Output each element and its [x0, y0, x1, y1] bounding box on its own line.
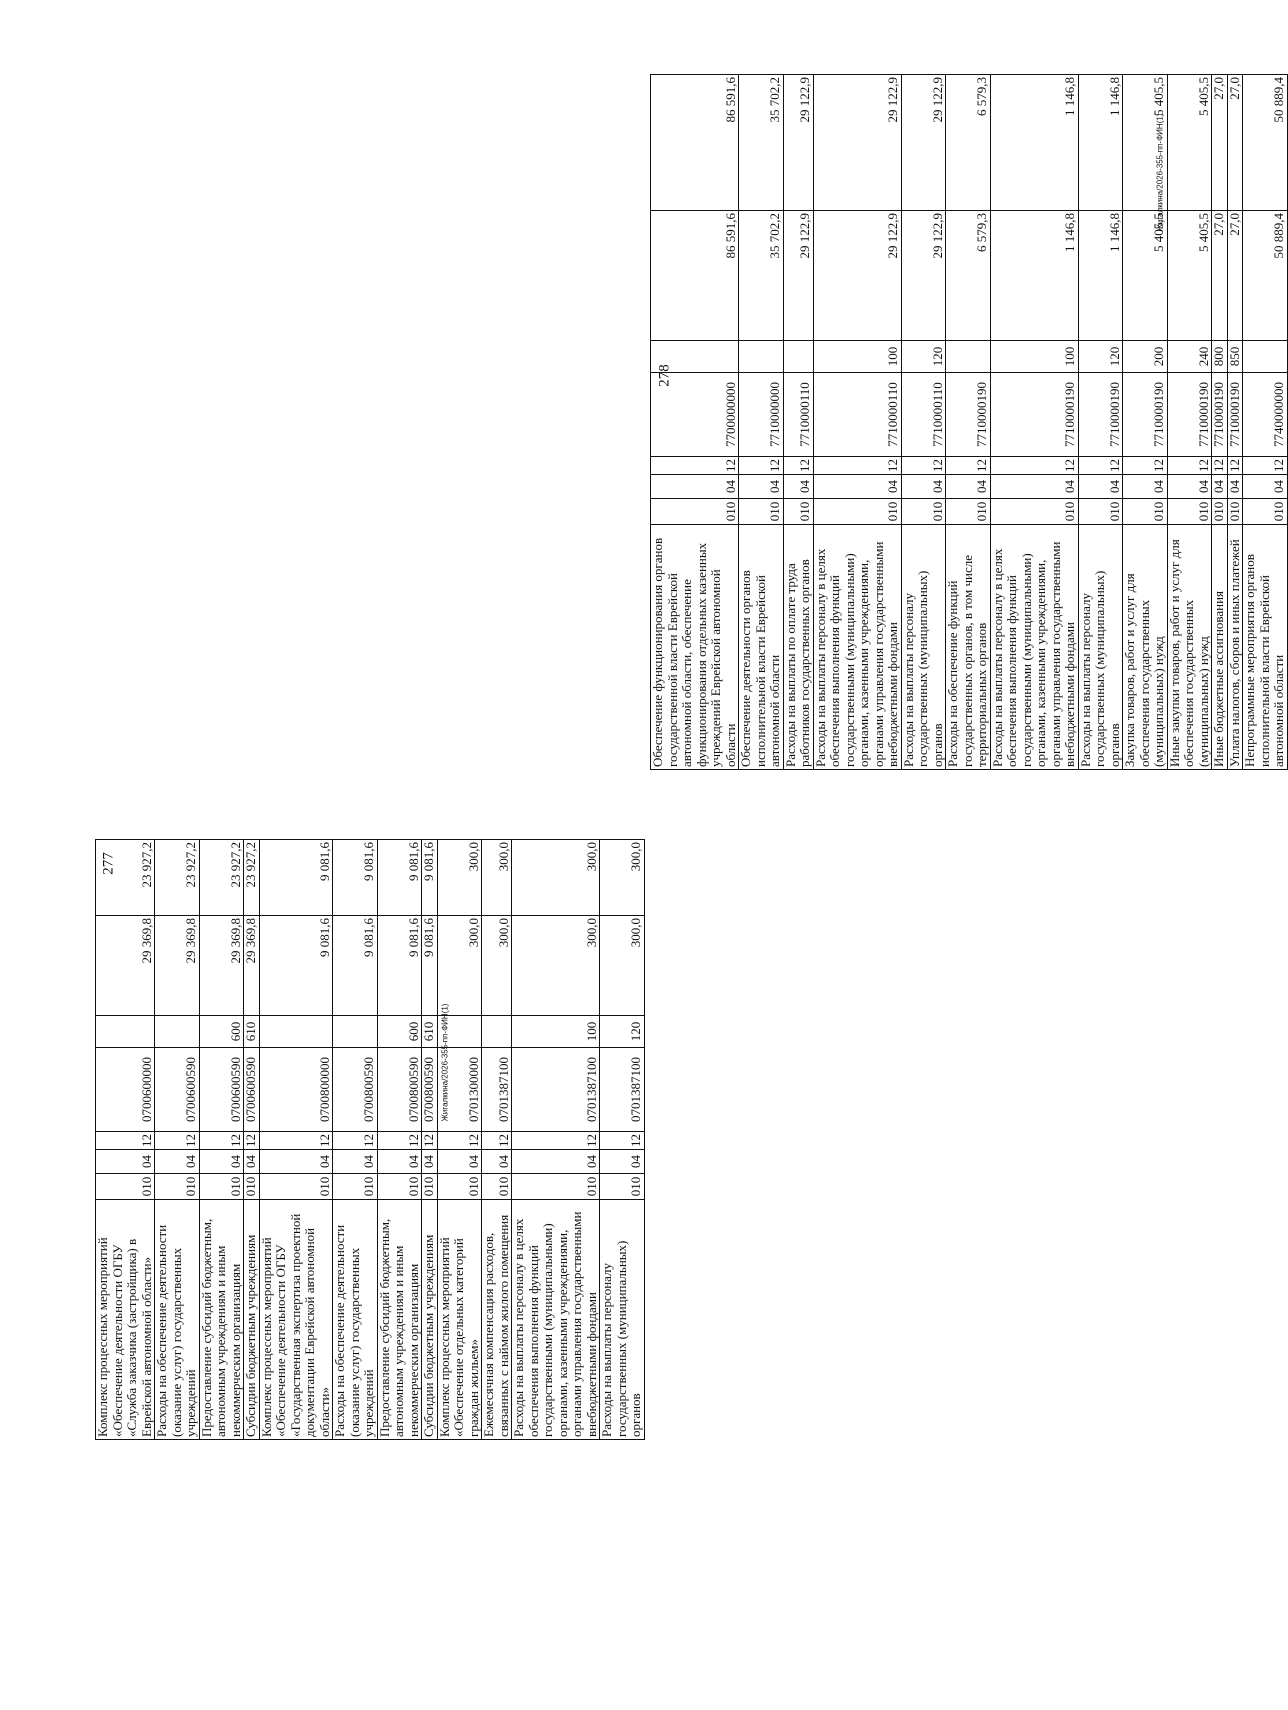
- row-expense-type: 610: [422, 1016, 438, 1048]
- row-target-article: 7740000000: [1243, 373, 1288, 457]
- row-amount-year2: 23 927,2: [199, 840, 244, 916]
- row-grbs: 010: [1123, 499, 1168, 525]
- row-section: 04: [244, 1150, 260, 1174]
- row-grbs: 010: [1078, 499, 1123, 525]
- table-row: [482, 840, 512, 1440]
- row-amount-year1: 35 702,2: [739, 211, 784, 341]
- row-amount-year2: 35 702,2: [739, 75, 784, 211]
- row-grbs: 010: [377, 1174, 422, 1200]
- row-name: Предоставление субсидий бюджетным, автономным учреждениям и иным некоммерческим организациям: [199, 1200, 244, 1440]
- row-target-article: 7710000110: [813, 373, 901, 457]
- table-row: [96, 840, 155, 1440]
- page-278: [650, 0, 1286, 1710]
- row-amount-year2: 9 081,6: [422, 840, 438, 916]
- row-target-article: 0700600000: [96, 1048, 155, 1132]
- table-row: [155, 840, 200, 1440]
- row-target-article: 0701387100: [600, 1048, 645, 1132]
- row-name: Расходы на выплаты персоналу в целях обеспечения выполнения функций государственными (муниципальными) органами, казенными учреждениями, органами управления государственными внебюджетными фондами: [512, 1200, 600, 1440]
- row-amount-year1: 300,0: [482, 916, 512, 1016]
- row-expense-type: 200: [1123, 341, 1168, 373]
- row-name: Комплекс процессных мероприятий «Обеспечение отдельных категорий граждан жильем»: [437, 1200, 482, 1440]
- row-grbs: 010: [813, 499, 901, 525]
- row-target-article: 0700800590: [422, 1048, 438, 1132]
- row-amount-year1: 29 369,8: [199, 916, 244, 1016]
- table-row: [739, 75, 784, 770]
- row-amount-year2: 23 927,2: [96, 840, 155, 916]
- row-name: Комплекс процессных мероприятий «Обеспечение деятельности ОГБУ «Служба заказчика (застройщика) в Еврейской автономной области»: [96, 1200, 155, 1440]
- row-amount-year1: 29 369,8: [96, 916, 155, 1016]
- row-name: Расходы на выплаты персоналу государственных (муниципальных) органов: [901, 525, 946, 770]
- row-subsection: 12: [901, 457, 946, 475]
- row-name: Расходы на выплаты по оплате труда работников государственных органов: [783, 525, 813, 770]
- table-row: [1167, 75, 1212, 770]
- row-target-article: 7710000190: [990, 373, 1078, 457]
- table-row: [1243, 75, 1288, 770]
- row-expense-type: 100: [512, 1016, 600, 1048]
- row-section: 04: [1212, 475, 1228, 499]
- budget-table-278: [650, 74, 1288, 770]
- table-row: [813, 75, 901, 770]
- row-grbs: 010: [155, 1174, 200, 1200]
- row-section: 04: [1078, 475, 1123, 499]
- row-name: Расходы на обеспечение деятельности (оказание услуг) государственных учреждений: [155, 1200, 200, 1440]
- row-expense-type: [96, 1016, 155, 1048]
- row-expense-type: 600: [199, 1016, 244, 1048]
- row-name: Расходы на выплаты персоналу в целях обеспечения выполнения функций государственными (муниципальными) органами, казенными учреждениями, органами управления государственными внебюджетными фондами: [990, 525, 1078, 770]
- row-amount-year1: 27,0: [1227, 211, 1243, 341]
- row-amount-year1: 1 146,8: [990, 211, 1078, 341]
- row-grbs: 010: [512, 1174, 600, 1200]
- row-subsection: 12: [600, 1132, 645, 1150]
- row-section: 04: [1167, 475, 1212, 499]
- row-subsection: 12: [482, 1132, 512, 1150]
- row-amount-year2: 29 122,9: [813, 75, 901, 211]
- row-expense-type: 100: [990, 341, 1078, 373]
- row-amount-year1: 29 369,8: [155, 916, 200, 1016]
- row-section: 04: [813, 475, 901, 499]
- row-section: 04: [1227, 475, 1243, 499]
- row-target-article: 0700800590: [377, 1048, 422, 1132]
- row-amount-year2: 5 405,5: [1123, 75, 1168, 211]
- row-target-article: 7700000000: [651, 373, 739, 457]
- row-name: Субсидии бюджетным учреждениям: [244, 1200, 260, 1440]
- row-subsection: 12: [422, 1132, 438, 1150]
- row-section: 04: [482, 1150, 512, 1174]
- row-name: Закупка товаров, работ и услуг для обеспечения государственных (муниципальных) нужд: [1123, 525, 1168, 770]
- row-section: 04: [259, 1150, 333, 1174]
- row-expense-type: [946, 341, 991, 373]
- table-row: [377, 840, 422, 1440]
- row-amount-year1: 9 081,6: [422, 916, 438, 1016]
- row-subsection: 12: [813, 457, 901, 475]
- row-subsection: 12: [783, 457, 813, 475]
- table-row: [901, 75, 946, 770]
- row-amount-year1: 27,0: [1212, 211, 1228, 341]
- row-section: 04: [946, 475, 991, 499]
- row-target-article: 0700600590: [155, 1048, 200, 1132]
- row-section: 04: [990, 475, 1078, 499]
- row-amount-year1: 9 081,6: [377, 916, 422, 1016]
- row-expense-type: [1243, 341, 1288, 373]
- row-subsection: 12: [1227, 457, 1243, 475]
- row-amount-year2: 9 081,6: [377, 840, 422, 916]
- table-row: [651, 75, 739, 770]
- row-expense-type: 240: [1167, 341, 1212, 373]
- page-footer-277: Жигалкина/2026-355-пп-ФИН(1): [440, 1003, 450, 1122]
- row-amount-year1: 50 889,4: [1243, 211, 1288, 341]
- row-grbs: 010: [244, 1174, 260, 1200]
- row-section: 04: [377, 1150, 422, 1174]
- row-target-article: 7710000110: [783, 373, 813, 457]
- row-grbs: 010: [1167, 499, 1212, 525]
- row-subsection: 12: [1243, 457, 1288, 475]
- row-name: Расходы на обеспечение деятельности (оказание услуг) государственных учреждений: [333, 1200, 378, 1440]
- page-number-278: 278: [656, 364, 673, 387]
- row-section: 04: [600, 1150, 645, 1174]
- row-amount-year2: 300,0: [512, 840, 600, 916]
- row-section: 04: [333, 1150, 378, 1174]
- row-name: Расходы на выплаты персоналу государственных (муниципальных) органов: [600, 1200, 645, 1440]
- row-grbs: 010: [422, 1174, 438, 1200]
- row-amount-year1: 29 122,9: [813, 211, 901, 341]
- row-subsection: 12: [199, 1132, 244, 1150]
- row-expense-type: [651, 341, 739, 373]
- row-target-article: 0700800000: [259, 1048, 333, 1132]
- row-expense-type: 100: [813, 341, 901, 373]
- row-amount-year2: 27,0: [1212, 75, 1228, 211]
- row-target-article: 7710000190: [1227, 373, 1243, 457]
- row-expense-type: 800: [1212, 341, 1228, 373]
- row-target-article: 7710000000: [739, 373, 784, 457]
- row-amount-year2: 5 405,5: [1167, 75, 1212, 211]
- table-row: [990, 75, 1078, 770]
- row-expense-type: 600: [377, 1016, 422, 1048]
- row-section: 04: [1243, 475, 1288, 499]
- row-section: 04: [1123, 475, 1168, 499]
- row-name: Расходы на выплаты персоналу государственных (муниципальных) органов: [1078, 525, 1123, 770]
- row-target-article: 0701387100: [482, 1048, 512, 1132]
- row-name: Уплата налогов, сборов и иных платежей: [1227, 525, 1243, 770]
- row-subsection: 12: [512, 1132, 600, 1150]
- row-amount-year1: 29 122,9: [901, 211, 946, 341]
- table-row: [600, 840, 645, 1440]
- row-name: Комплекс процессных мероприятий «Обеспечение деятельности ОГБУ «Государственная экспертиза проектной документации Еврейской автономной области»: [259, 1200, 333, 1440]
- table-row: [259, 840, 333, 1440]
- row-expense-type: 120: [901, 341, 946, 373]
- row-amount-year2: 29 122,9: [901, 75, 946, 211]
- row-name: Непрограммные мероприятия органов исполнительной власти Еврейской автономной области: [1243, 525, 1288, 770]
- row-amount-year2: 9 081,6: [333, 840, 378, 916]
- row-subsection: 12: [259, 1132, 333, 1150]
- page-number-277: 277: [100, 852, 117, 875]
- row-grbs: 010: [1212, 499, 1228, 525]
- row-amount-year2: 300,0: [600, 840, 645, 916]
- row-grbs: 010: [990, 499, 1078, 525]
- row-name: Субсидии бюджетным учреждениям: [422, 1200, 438, 1440]
- table-row: [333, 840, 378, 1440]
- row-section: 04: [651, 475, 739, 499]
- row-subsection: 12: [990, 457, 1078, 475]
- row-amount-year1: 300,0: [437, 916, 482, 1016]
- row-expense-type: [482, 1016, 512, 1048]
- row-target-article: 0700600590: [199, 1048, 244, 1132]
- row-name: Обеспечение деятельности органов исполнительной власти Еврейской автономной области: [739, 525, 784, 770]
- row-name: Иные закупки товаров, работ и услуг для обеспечения государственных (муниципальных) нужд: [1167, 525, 1212, 770]
- row-target-article: 7710000190: [1123, 373, 1168, 457]
- row-amount-year1: 9 081,6: [259, 916, 333, 1016]
- row-target-article: 7710000110: [901, 373, 946, 457]
- row-amount-year2: 23 927,2: [244, 840, 260, 916]
- row-section: 04: [199, 1150, 244, 1174]
- row-grbs: 010: [333, 1174, 378, 1200]
- row-amount-year1: 300,0: [600, 916, 645, 1016]
- row-grbs: 010: [199, 1174, 244, 1200]
- row-expense-type: 850: [1227, 341, 1243, 373]
- row-amount-year1: 29 122,9: [783, 211, 813, 341]
- row-subsection: 12: [377, 1132, 422, 1150]
- row-target-article: 0700800590: [333, 1048, 378, 1132]
- row-grbs: 010: [946, 499, 991, 525]
- row-amount-year1: 5 405,5: [1123, 211, 1168, 341]
- row-name: Расходы на обеспечение функций государственных органов, в том числе территориальных органов: [946, 525, 991, 770]
- row-amount-year2: 1 146,8: [1078, 75, 1123, 211]
- row-name: Обеспечение функционирования органов государственной власти Еврейской автономной области, обеспечение функционирования отдельных казенных учреждений Еврейской автономной области: [651, 525, 739, 770]
- row-subsection: 12: [1167, 457, 1212, 475]
- row-subsection: 12: [739, 457, 784, 475]
- row-subsection: 12: [1078, 457, 1123, 475]
- row-amount-year2: 300,0: [482, 840, 512, 916]
- row-expense-type: 120: [1078, 341, 1123, 373]
- row-subsection: 12: [437, 1132, 482, 1150]
- row-expense-type: [739, 341, 784, 373]
- row-subsection: 12: [244, 1132, 260, 1150]
- row-amount-year2: 50 889,4: [1243, 75, 1288, 211]
- row-section: 04: [901, 475, 946, 499]
- row-amount-year2: 23 927,2: [155, 840, 200, 916]
- row-grbs: 010: [901, 499, 946, 525]
- row-name: Ежемесячная компенсация расходов, связанных с наймом жилого помещения: [482, 1200, 512, 1440]
- row-grbs: 010: [739, 499, 784, 525]
- row-grbs: 010: [600, 1174, 645, 1200]
- row-target-article: 0701387100: [512, 1048, 600, 1132]
- row-amount-year2: 300,0: [437, 840, 482, 916]
- row-amount-year2: 29 122,9: [783, 75, 813, 211]
- row-expense-type: [783, 341, 813, 373]
- row-amount-year2: 9 081,6: [259, 840, 333, 916]
- row-grbs: 010: [437, 1174, 482, 1200]
- row-grbs: 010: [1243, 499, 1288, 525]
- row-section: 04: [437, 1150, 482, 1174]
- row-amount-year1: 5 405,5: [1167, 211, 1212, 341]
- row-grbs: 010: [482, 1174, 512, 1200]
- row-amount-year1: 86 591,6: [651, 211, 739, 341]
- row-amount-year1: 29 369,8: [244, 916, 260, 1016]
- row-section: 04: [512, 1150, 600, 1174]
- row-expense-type: 610: [244, 1016, 260, 1048]
- row-subsection: 12: [651, 457, 739, 475]
- row-expense-type: 120: [600, 1016, 645, 1048]
- row-subsection: 12: [1212, 457, 1228, 475]
- row-amount-year1: 300,0: [512, 916, 600, 1016]
- row-expense-type: [259, 1016, 333, 1048]
- row-target-article: 7710000190: [946, 373, 991, 457]
- row-amount-year2: 6 579,3: [946, 75, 991, 211]
- table-row: [1078, 75, 1123, 770]
- row-amount-year1: 6 579,3: [946, 211, 991, 341]
- row-target-article: 7710000190: [1212, 373, 1228, 457]
- row-subsection: 12: [1123, 457, 1168, 475]
- row-subsection: 12: [96, 1132, 155, 1150]
- row-target-article: 0700600590: [244, 1048, 260, 1132]
- table-row: [199, 840, 244, 1440]
- row-amount-year1: 1 146,8: [1078, 211, 1123, 341]
- row-section: 04: [739, 475, 784, 499]
- table-row: [422, 840, 438, 1440]
- row-amount-year2: 1 146,8: [990, 75, 1078, 211]
- row-grbs: 010: [651, 499, 739, 525]
- table-row: [244, 840, 260, 1440]
- row-amount-year2: 27,0: [1227, 75, 1243, 211]
- row-amount-year2: 86 591,6: [651, 75, 739, 211]
- row-target-article: 0701300000: [437, 1048, 482, 1132]
- row-grbs: 010: [783, 499, 813, 525]
- row-grbs: 010: [259, 1174, 333, 1200]
- row-expense-type: [333, 1016, 378, 1048]
- row-subsection: 12: [333, 1132, 378, 1150]
- row-grbs: 010: [96, 1174, 155, 1200]
- row-amount-year1: 9 081,6: [333, 916, 378, 1016]
- row-name: Иные бюджетные ассигнования: [1212, 525, 1228, 770]
- table-row: [1212, 75, 1228, 770]
- page-277: [95, 0, 643, 1710]
- page-footer-278: Жигалкина/2026-355-пп-ФИН(1): [1155, 113, 1165, 232]
- row-subsection: 12: [946, 457, 991, 475]
- row-section: 04: [96, 1150, 155, 1174]
- row-section: 04: [783, 475, 813, 499]
- row-expense-type: [155, 1016, 200, 1048]
- row-subsection: 12: [155, 1132, 200, 1150]
- table-row: [946, 75, 991, 770]
- row-section: 04: [155, 1150, 200, 1174]
- row-target-article: 7710000190: [1167, 373, 1212, 457]
- row-name: Предоставление субсидий бюджетным, автономным учреждениям и иным некоммерческим организациям: [377, 1200, 422, 1440]
- row-grbs: 010: [1227, 499, 1243, 525]
- table-row: [1227, 75, 1243, 770]
- budget-table-277: [95, 839, 645, 1440]
- row-name: Расходы на выплаты персоналу в целях обеспечения выполнения функций государственными (муниципальными) органами, казенными учреждениями, органами управления государственными внебюджетными фондами: [813, 525, 901, 770]
- row-section: 04: [422, 1150, 438, 1174]
- table-row: [512, 840, 600, 1440]
- table-row: [783, 75, 813, 770]
- row-target-article: 7710000190: [1078, 373, 1123, 457]
